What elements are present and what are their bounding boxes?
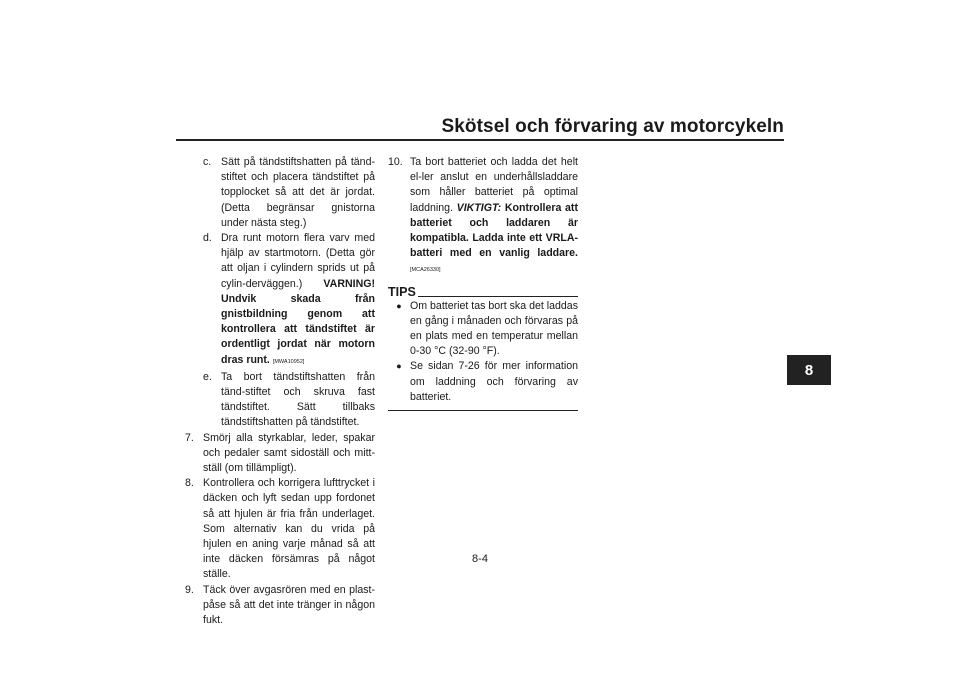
step-7: [185, 431, 375, 477]
tips-end-rule: [388, 410, 578, 411]
header-rule: [176, 139, 784, 141]
step-number: 8.: [185, 477, 194, 490]
step-e: [185, 370, 375, 431]
tips-label: TIPS: [388, 284, 416, 299]
step-number: d.: [203, 232, 212, 245]
reference-code: [MWA10952]: [272, 358, 305, 365]
step-text: Sätt på tändstiftshatten på tänd-stiftet och placera tändstiftet på topplocket så att det är jordat. (Detta begränsar gnistorna under nästa steg.): [221, 156, 375, 229]
bullet-icon: ●: [396, 361, 402, 372]
step-number: 9.: [185, 583, 194, 596]
reference-code: [MCA26330]: [410, 267, 441, 274]
step-number: e.: [203, 370, 212, 383]
step-number: 7.: [185, 431, 194, 444]
step-text: Täck över avgasrören med en plast-påse så att det inte tränger in någon fukt.: [203, 583, 375, 627]
caution-label: VIKTIGT:: [456, 201, 502, 214]
step-10: [388, 155, 578, 279]
tips-header: [388, 285, 578, 299]
step-d: [185, 231, 375, 370]
step-c: [185, 155, 375, 231]
caution-text: Kontrollera att batteriet och laddaren är kompatibla. Ladda inte ett VRLA-batteri med en vanlig laddare.: [410, 201, 578, 260]
page-number: 8-4: [472, 553, 488, 565]
step-text-group: [221, 231, 375, 370]
step-number: 10.: [388, 156, 403, 168]
step-text-group: [410, 155, 578, 279]
step-text: Dra runt motorn flera varv med hjälp av startmotorn. (Detta gör att oljan i cylindern sprids ut på cylin-derväggen.): [221, 232, 375, 290]
tips-item: [388, 299, 578, 360]
page-title: Skötsel och förvaring av motorcykeln: [441, 116, 784, 137]
right-column: [388, 155, 578, 411]
tips-text: Se sidan 7-26 för mer information om laddning och förvaring av batteriet.: [410, 360, 578, 403]
tips-text: Om batteriet tas bort ska det laddas en gång i månaden och förvaras på en plats med en temperatur mellan 0-30 °C (32-90 °F).: [410, 299, 578, 358]
tips-box: [388, 285, 578, 411]
step-8: [185, 476, 375, 582]
bullet-icon: ●: [396, 300, 402, 311]
step-text: Ta bort batteriet och ladda det helt el-ler anslut en underhållsladdare som håller batteriet på optimal laddning.: [410, 156, 578, 214]
tips-item: [388, 359, 578, 405]
step-9: [185, 583, 375, 629]
chapter-tab: 8: [787, 355, 831, 385]
step-number: c.: [203, 156, 212, 168]
step-text: Smörj alla styrkablar, leder, spakar och pedaler samt sidoställ och mitt-ställ (om tillämpligt).: [203, 431, 375, 475]
warning-text: VARNING! Undvik skada från gnistbildning genom att kontrollera att tändstiftet är ordentligt jordat när motorn dras runt.: [221, 277, 375, 366]
step-text: Ta bort tändstiftshatten från tänd-stiftet och skruva fast tändstiftet. Sätt tillbaks tändstiftshatten på tändstiftet.: [221, 370, 375, 429]
step-text: Kontrollera och korrigera lufttrycket i däcken och lyft sedan upp fordonet så att hjulen är fria från underlaget. Som alternativ kan du vrida på hjulen en aning varje månad så att inte däcken försämras på något ställe.: [203, 477, 375, 581]
tips-rule: [418, 296, 578, 297]
